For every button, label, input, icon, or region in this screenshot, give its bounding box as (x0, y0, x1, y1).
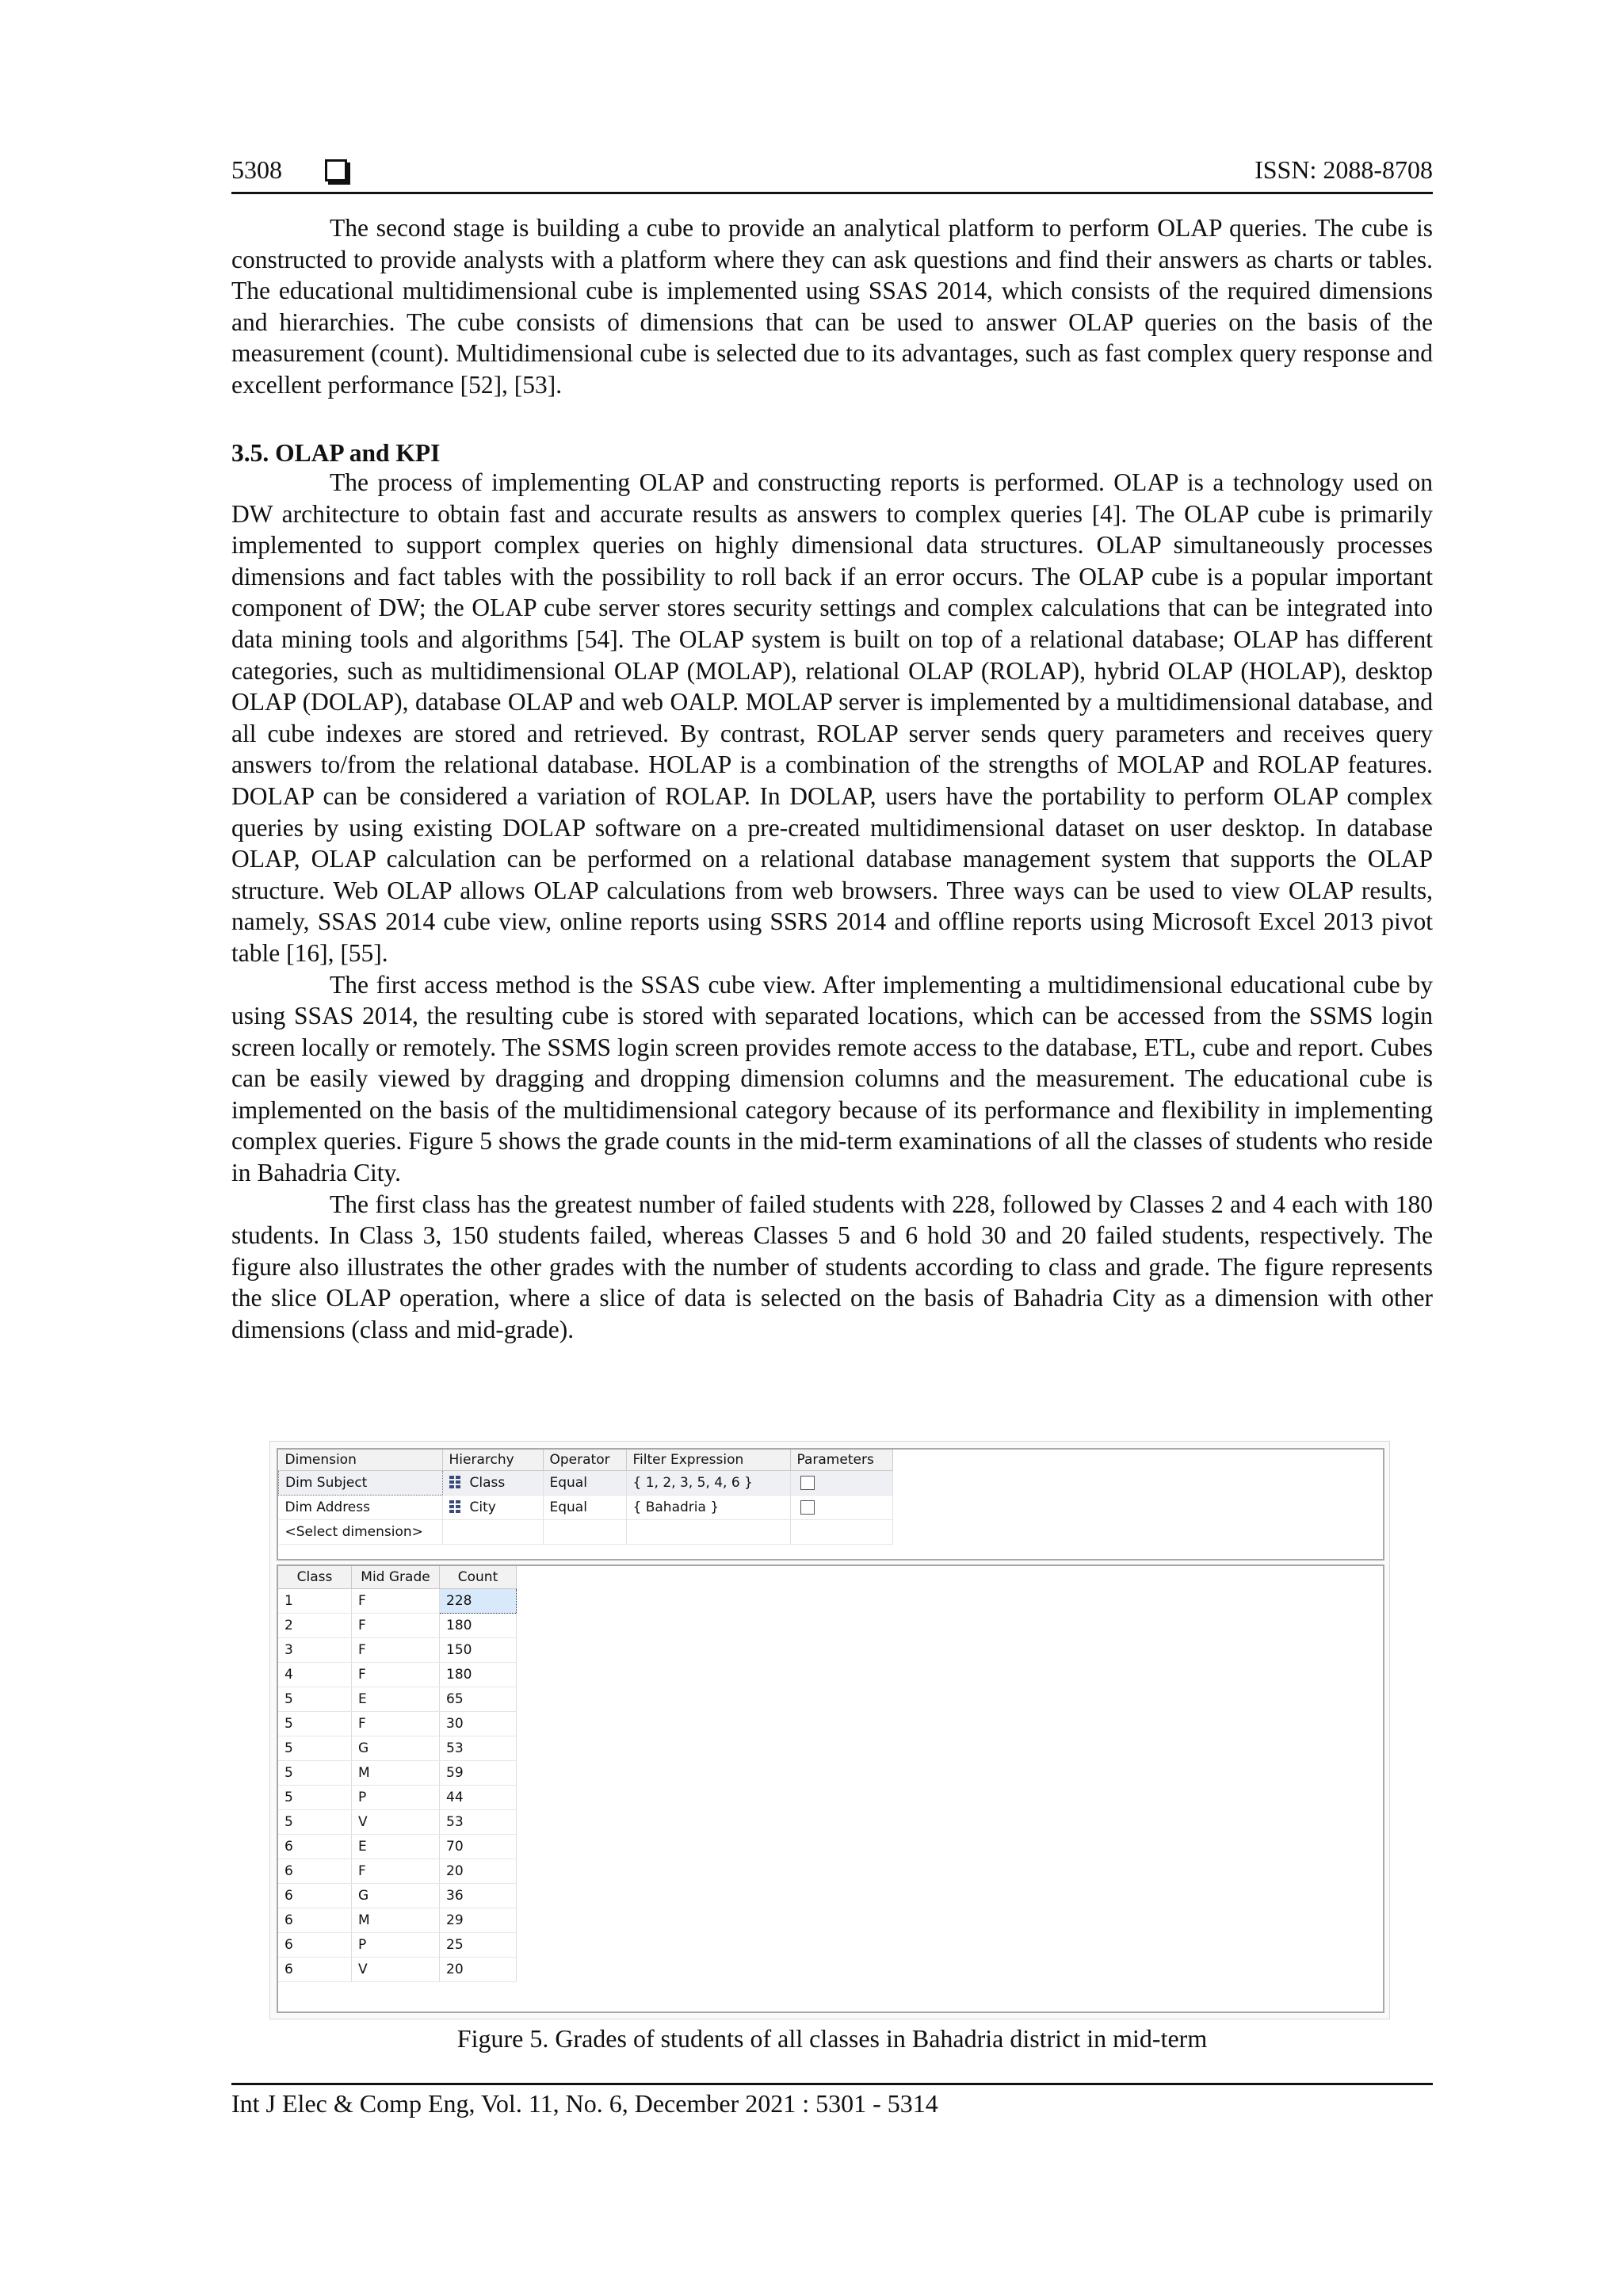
table-row[interactable] (278, 1933, 517, 1958)
count-cell[interactable]: 53 (440, 1736, 517, 1761)
count-cell[interactable]: 180 (440, 1614, 517, 1638)
count-cell[interactable]: 53 (440, 1810, 517, 1835)
mid-grade-cell[interactable]: M (352, 1908, 440, 1933)
mid-grade-cell[interactable]: E (352, 1835, 440, 1859)
table-row[interactable] (278, 1736, 517, 1761)
table-row[interactable] (278, 1687, 517, 1712)
paragraph: The second stage is building a cube to provide an analytical platform to perform OLAP queries. The cube is constructed to provide analysts with a platform where they can ask questions and find their answers as charts or tables. The educational multidimensional cube is implemented using SSAS 2014, which consists of the required dimensions and hierarchies. The cube consists of dimensions that can be used to answer OLAP queries on the basis of the measurement (count). Multidimensional cube is selected due to its advantages, such as fast complex query response and excellent performance [52], [53]. (231, 214, 1433, 399)
footer-rule (231, 2083, 1433, 2085)
class-cell[interactable]: 3 (278, 1638, 352, 1663)
hierarchy-label: City (469, 1499, 496, 1515)
table-row[interactable] (278, 1614, 517, 1638)
column-header[interactable]: Count (440, 1566, 517, 1589)
count-cell[interactable]: 70 (440, 1835, 517, 1859)
class-cell[interactable]: 6 (278, 1884, 352, 1908)
count-cell[interactable]: 20 (440, 1859, 517, 1884)
square-icon (325, 159, 347, 181)
table-row[interactable] (278, 1835, 517, 1859)
filter-header-row (279, 1450, 893, 1471)
class-cell[interactable]: 6 (278, 1859, 352, 1884)
paragraph: The first class has the greatest number of failed students with 228, followed by Classes 2 and 4 each with 180 students. In Class 3, 150 students failed, whereas Classes 5 and 6 hold 30 and 20 failed students, respectively. The figure also illustrates the other grades with the number of students according to class and grade. The figure represents the slice OLAP operation, where a slice of data is selected on the basis of Bahadria City as a dimension with other dimensions (class and mid-grade). (231, 1190, 1433, 1344)
table-row[interactable] (278, 1958, 517, 1982)
mid-grade-cell[interactable]: V (352, 1958, 440, 1982)
footer-citation: Int J Elec & Comp Eng, Vol. 11, No. 6, December 2021 : 5301 - 5314 (231, 2089, 938, 2118)
hierarchy-icon (449, 1500, 460, 1513)
filter-expression-cell[interactable]: { Bahadria } (626, 1496, 790, 1520)
column-header[interactable]: Hierarchy (442, 1450, 543, 1471)
mid-grade-cell[interactable]: E (352, 1687, 440, 1712)
result-body (278, 1589, 517, 1982)
hierarchy-icon (449, 1476, 460, 1488)
filter-expression-cell[interactable]: { 1, 2, 3, 5, 4, 6 } (626, 1471, 790, 1496)
table-row[interactable] (278, 1786, 517, 1810)
mid-grade-cell[interactable]: F (352, 1638, 440, 1663)
paragraph: The first access method is the SSAS cube view. After implementing a multidimensional educational cube by using SSAS 2014, the resulting cube is stored with separated locations, which can be accessed from the SSMS login screen locally or remotely. The SSMS login screen provides remote access to the database, ETL, cube and report. Cubes can be easily viewed by dragging and dropping dimension columns and the measurement. The educational cube is implemented on the basis of the multidimensional category because of its performance and flexibility in implementing complex queries. Figure 5 shows the grade counts in the mid-term examinations of all the classes of students who reside in Bahadria City. (231, 970, 1433, 1187)
table-row[interactable] (278, 1712, 517, 1736)
mid-grade-cell[interactable]: F (352, 1663, 440, 1687)
class-cell[interactable]: 4 (278, 1663, 352, 1687)
parameters-cell (790, 1496, 892, 1520)
parameters-checkbox[interactable] (800, 1500, 815, 1515)
figure-caption: Figure 5. Grades of students of all classes in Bahadria district in mid-term (456, 2024, 1208, 2053)
column-header[interactable]: Filter Expression (626, 1450, 790, 1471)
mid-grade-cell[interactable]: G (352, 1884, 440, 1908)
table-row[interactable] (278, 1810, 517, 1835)
class-cell[interactable]: 6 (278, 1958, 352, 1982)
column-header[interactable]: Mid Grade (352, 1566, 440, 1589)
page-number: 5308 (231, 155, 282, 184)
class-cell[interactable]: 6 (278, 1933, 352, 1958)
table-row[interactable] (278, 1638, 517, 1663)
column-header[interactable]: Parameters (790, 1450, 892, 1471)
filter-row[interactable] (279, 1520, 893, 1545)
hierarchy-cell[interactable] (442, 1471, 543, 1496)
hierarchy-cell[interactable] (442, 1496, 543, 1520)
header-rule (231, 192, 1433, 194)
mid-grade-cell[interactable]: F (352, 1712, 440, 1736)
class-cell[interactable]: 1 (278, 1589, 352, 1614)
count-cell[interactable]: 180 (440, 1663, 517, 1687)
mid-grade-cell[interactable]: F (352, 1589, 440, 1614)
column-header[interactable]: Class (278, 1566, 352, 1589)
count-cell[interactable]: 59 (440, 1761, 517, 1786)
count-cell[interactable]: 30 (440, 1712, 517, 1736)
class-cell[interactable]: 6 (278, 1908, 352, 1933)
column-header[interactable]: Dimension (279, 1450, 443, 1471)
table-row[interactable] (278, 1761, 517, 1786)
count-cell[interactable]: 29 (440, 1908, 517, 1933)
count-cell[interactable]: 150 (440, 1638, 517, 1663)
result-pane (277, 1564, 1384, 2013)
parameters-cell (790, 1471, 892, 1496)
result-table (278, 1566, 517, 1982)
select-dimension-cell[interactable]: <Select dimension> (279, 1520, 443, 1545)
count-cell[interactable]: 228 (440, 1589, 517, 1614)
column-header[interactable]: Operator (543, 1450, 626, 1471)
figure-screenshot (269, 1441, 1390, 2019)
count-cell[interactable]: 44 (440, 1786, 517, 1810)
class-cell[interactable]: 5 (278, 1712, 352, 1736)
issn: ISSN: 2088-8708 (1254, 155, 1433, 184)
class-cell[interactable]: 2 (278, 1614, 352, 1638)
page-header (231, 155, 1433, 193)
class-cell[interactable]: 5 (278, 1761, 352, 1786)
class-cell[interactable]: 5 (278, 1810, 352, 1835)
filter-pane (277, 1448, 1384, 1561)
count-cell[interactable]: 25 (440, 1933, 517, 1958)
class-cell[interactable]: 5 (278, 1786, 352, 1810)
mid-grade-cell[interactable]: M (352, 1761, 440, 1786)
class-cell[interactable]: 6 (278, 1835, 352, 1859)
dimension-cell[interactable]: Dim Address (279, 1496, 443, 1520)
mid-grade-cell[interactable]: P (352, 1786, 440, 1810)
count-cell[interactable]: 36 (440, 1884, 517, 1908)
dimension-cell[interactable]: Dim Subject (279, 1471, 443, 1496)
table-row[interactable] (278, 1663, 517, 1687)
operator-cell[interactable]: Equal (543, 1471, 626, 1496)
mid-grade-cell[interactable]: F (352, 1859, 440, 1884)
parameters-checkbox[interactable] (800, 1476, 815, 1490)
count-cell[interactable]: 65 (440, 1687, 517, 1712)
section-title: 3.5. OLAP and KPI (231, 439, 441, 467)
body-text-main (231, 467, 1433, 1346)
class-cell[interactable]: 5 (278, 1736, 352, 1761)
result-header-row (278, 1566, 517, 1589)
table-row[interactable] (278, 1908, 517, 1933)
paragraph: The process of implementing OLAP and constructing reports is performed. OLAP is a technology used on DW architecture to obtain fast and accurate results as answers to complex queries [4]. The OLAP cube is primarily implemented to support complex queries on highly dimensional data structures. OLAP simultaneously processes dimensions and fact tables with the possibility to roll back if an error occurs. The OLAP cube is a popular important component of DW; the OLAP cube server stores security settings and complex calculations that can be integrated into data mining tools and algorithms [54]. The OLAP system is built on top of a relational database; OLAP has different categories, such as multidimensional OLAP (MOLAP), relational OLAP (ROLAP), hybrid OLAP (HOLAP), desktop OLAP (DOLAP), database OLAP and web OALP. MOLAP server is implemented by a multidimensional database, and all cube indexes are stored and retrieved. By contrast, ROLAP server sends query parameters and receives query answers to/from the relational database. HOLAP is a combination of the strengths of MOLAP and ROLAP features. DOLAP can be considered a variation of ROLAP. In DOLAP, users have the portability to perform OLAP complex queries by using existing DOLAP software on a pre-created multidimensional dataset on user desktop. In database OLAP, OLAP calculation can be performed on a relational database management system that supports the OLAP structure. Web OLAP allows OLAP calculations from web browsers. Three ways can be used to view OLAP results, namely, SSAS 2014 cube view, online reports using SSRS 2014 and offline reports using Microsoft Excel 2013 pivot table [16], [55]. (231, 468, 1433, 967)
table-row[interactable] (278, 1859, 517, 1884)
mid-grade-cell[interactable]: G (352, 1736, 440, 1761)
table-row[interactable] (278, 1589, 517, 1614)
mid-grade-cell[interactable]: V (352, 1810, 440, 1835)
mid-grade-cell[interactable]: P (352, 1933, 440, 1958)
hierarchy-label: Class (469, 1475, 506, 1491)
filter-table (278, 1450, 893, 1545)
filter-row[interactable] (279, 1496, 893, 1520)
mid-grade-cell[interactable]: F (352, 1614, 440, 1638)
table-row[interactable] (278, 1884, 517, 1908)
count-cell[interactable]: 20 (440, 1958, 517, 1982)
class-cell[interactable]: 5 (278, 1687, 352, 1712)
filter-row[interactable] (279, 1471, 893, 1496)
operator-cell[interactable]: Equal (543, 1496, 626, 1520)
body-text-top (231, 212, 1433, 401)
